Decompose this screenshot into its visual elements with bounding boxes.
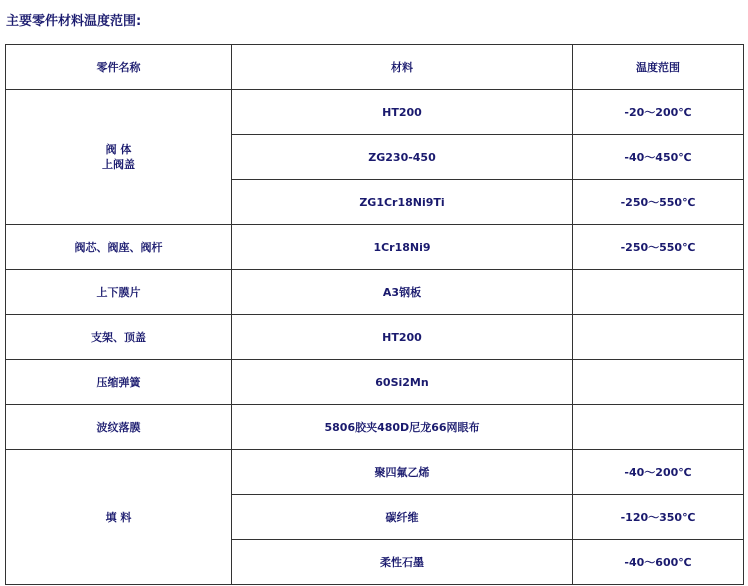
material-cell: HT200 bbox=[232, 90, 573, 135]
part-name-cell: 填 料 bbox=[6, 450, 232, 585]
header-part-name: 零件名称 bbox=[6, 45, 232, 90]
page-title: 主要零件材料温度范围: bbox=[6, 14, 142, 29]
table-row bbox=[6, 360, 744, 405]
part-name-cell: 支架、顶盖 bbox=[6, 315, 232, 360]
temp-range-cell: -40～600℃ bbox=[573, 540, 744, 585]
part-name-cell: 阀芯、阀座、阀杆 bbox=[6, 225, 232, 270]
temp-range-cell: -250～550℃ bbox=[573, 225, 744, 270]
material-cell: A3钢板 bbox=[232, 270, 573, 315]
material-cell: 1Cr18Ni9 bbox=[232, 225, 573, 270]
part-name-line: 上阀盖 bbox=[102, 158, 135, 171]
part-name-line: 阀 体 bbox=[105, 143, 132, 156]
temp-range-cell: -40～450℃ bbox=[573, 135, 744, 180]
material-cell: ZG1Cr18Ni9Ti bbox=[232, 180, 573, 225]
material-cell: 60Si2Mn bbox=[232, 360, 573, 405]
temp-range-cell bbox=[573, 405, 744, 450]
temp-range-cell: -250～550℃ bbox=[573, 180, 744, 225]
temp-range-cell: -40～200℃ bbox=[573, 450, 744, 495]
table-row bbox=[6, 90, 744, 135]
material-cell: 碳纤维 bbox=[232, 495, 573, 540]
temp-range-cell: -20～200℃ bbox=[573, 90, 744, 135]
table-header-row bbox=[6, 45, 744, 90]
material-cell: 柔性石墨 bbox=[232, 540, 573, 585]
part-name-cell bbox=[6, 90, 232, 225]
table-row bbox=[6, 315, 744, 360]
parts-material-table bbox=[5, 44, 744, 585]
temp-range-cell bbox=[573, 270, 744, 315]
temp-range-cell: -120～350℃ bbox=[573, 495, 744, 540]
material-cell: 5806胶夹480D尼龙66网眼布 bbox=[232, 405, 573, 450]
temp-range-cell bbox=[573, 315, 744, 360]
table-row bbox=[6, 450, 744, 495]
part-name-cell: 上下膜片 bbox=[6, 270, 232, 315]
header-material: 材料 bbox=[232, 45, 573, 90]
table-row bbox=[6, 270, 744, 315]
table-row bbox=[6, 405, 744, 450]
part-name-cell: 压缩弹簧 bbox=[6, 360, 232, 405]
material-cell: 聚四氟乙烯 bbox=[232, 450, 573, 495]
part-name-cell: 波纹落膜 bbox=[6, 405, 232, 450]
material-cell: HT200 bbox=[232, 315, 573, 360]
material-cell: ZG230-450 bbox=[232, 135, 573, 180]
temp-range-cell bbox=[573, 360, 744, 405]
header-temp-range: 温度范围 bbox=[573, 45, 744, 90]
table-row bbox=[6, 225, 744, 270]
